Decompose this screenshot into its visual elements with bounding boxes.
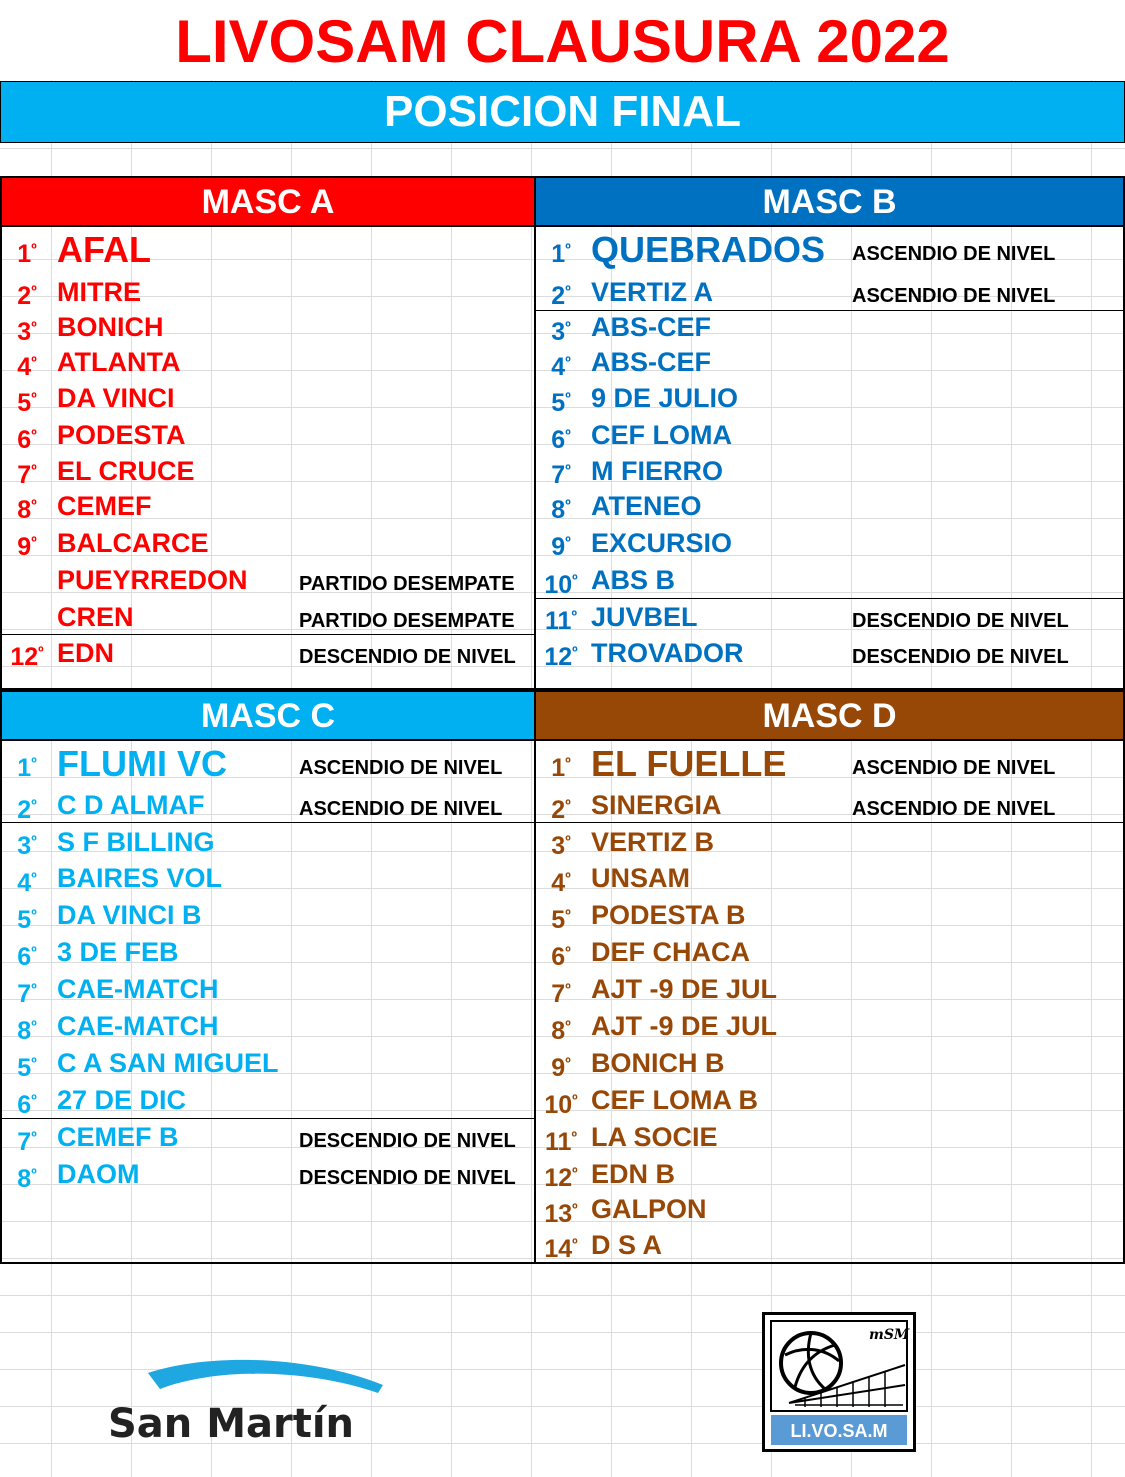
team-name: VERTIZ B: [591, 827, 715, 857]
standing-row: [1, 1156, 535, 1193]
team-name: TROVADOR: [591, 638, 744, 668]
position-ordinal: º: [565, 427, 571, 444]
standing-row: [535, 310, 1124, 345]
standing-row: [1, 971, 535, 1008]
position-number: 9: [17, 533, 32, 561]
page-title: LIVOSAM CLAUSURA 2022: [0, 0, 1125, 80]
standing-row: [535, 345, 1124, 380]
standing-row: [535, 380, 1124, 417]
standing-row: [1, 488, 535, 524]
masc-b-panel: [535, 177, 1124, 689]
standing-row: [1, 454, 535, 488]
position-label: [5, 488, 49, 528]
position-label: [5, 227, 49, 277]
standing-row: [535, 1082, 1124, 1119]
position-number: 12: [10, 643, 39, 671]
position-label: [5, 1045, 49, 1087]
san-martin-text: San Martín: [108, 1401, 355, 1445]
team-name: CEF LOMA B: [591, 1085, 758, 1115]
position-number: 9: [551, 1054, 566, 1082]
masc-c-panel: [1, 691, 535, 1263]
position-number: 10: [544, 571, 573, 599]
position-number: 1: [551, 754, 566, 782]
team-name: DA VINCI: [57, 383, 175, 413]
standing-row: [535, 635, 1124, 671]
position-number: 12: [544, 1164, 573, 1192]
position-ordinal: º: [565, 944, 571, 961]
position-label: [539, 345, 583, 385]
standing-row: [535, 1119, 1124, 1156]
status-note: PARTIDO DESEMPATE: [299, 610, 515, 632]
position-ordinal: º: [565, 981, 571, 998]
position-label: [539, 227, 583, 277]
position-number: 8: [551, 496, 566, 524]
team-name: ABS-CEF: [591, 347, 711, 377]
team-name: 9 DE JULIO: [591, 383, 739, 413]
standing-row: [535, 417, 1124, 454]
position-number: 6: [551, 943, 566, 971]
position-label: [5, 934, 49, 976]
position-label: [539, 524, 583, 566]
position-label: [539, 1227, 583, 1267]
standing-row: [1, 562, 535, 599]
section-separator: [535, 598, 1124, 599]
standing-row: [535, 971, 1124, 1008]
position-label: [5, 1119, 49, 1161]
position-number: 2: [17, 282, 32, 310]
status-note: ASCENDIO DE NIVEL: [852, 285, 1056, 307]
livosam-logo: [762, 1312, 916, 1452]
position-number: 13: [544, 1200, 573, 1228]
team-name: ATENEO: [591, 491, 702, 521]
masc-a-header: MASC A: [1, 177, 535, 227]
position-label: [539, 824, 583, 864]
team-name: MITRE: [57, 277, 141, 307]
position-number: 6: [17, 943, 32, 971]
standing-row: [1, 227, 535, 273]
masc-d-panel: [535, 691, 1124, 1263]
position-number: 10: [544, 1091, 573, 1119]
standing-row: [535, 599, 1124, 635]
position-number: 4: [17, 353, 32, 381]
position-number: 12: [544, 643, 573, 671]
standing-row: [1, 741, 535, 787]
position-number: 6: [17, 1091, 32, 1119]
team-name: EL FUELLE: [591, 743, 787, 784]
standing-row: [535, 934, 1124, 971]
team-name: 27 DE DIC: [57, 1085, 187, 1115]
position-number: 5: [551, 906, 566, 934]
team-name: AJT -9 DE JUL: [591, 1011, 778, 1041]
position-label: [539, 380, 583, 422]
position-label: [539, 310, 583, 350]
standing-row: [535, 524, 1124, 562]
position-ordinal: º: [572, 572, 578, 589]
position-ordinal: º: [31, 981, 37, 998]
team-name: ABS B: [591, 565, 676, 595]
position-ordinal: º: [565, 907, 571, 924]
position-ordinal: º: [565, 755, 571, 772]
position-label: [5, 1008, 49, 1050]
position-label: [539, 488, 583, 528]
position-ordinal: º: [31, 241, 37, 258]
position-label: [539, 635, 583, 675]
team-name: UNSAM: [591, 863, 690, 893]
position-label: [539, 1192, 583, 1232]
position-number: 8: [17, 1165, 32, 1193]
standing-row: [1, 599, 535, 635]
status-note: ASCENDIO DE NIVEL: [852, 798, 1056, 820]
position-ordinal: º: [31, 1092, 37, 1109]
team-name: S F BILLING: [57, 827, 215, 857]
position-number: 14: [544, 1235, 573, 1263]
team-name: BONICH: [57, 312, 164, 342]
position-ordinal: º: [31, 283, 37, 300]
position-label: [539, 897, 583, 939]
position-ordinal: º: [31, 319, 37, 336]
position-number: 6: [551, 426, 566, 454]
position-ordinal: º: [31, 1166, 37, 1183]
team-name: AFAL: [57, 229, 151, 270]
status-note: ASCENDIO DE NIVEL: [299, 757, 503, 779]
status-note: ASCENDIO DE NIVEL: [852, 757, 1056, 779]
position-label: [5, 824, 49, 864]
position-label: [539, 741, 583, 791]
team-name: DA VINCI B: [57, 900, 202, 930]
team-name: QUEBRADOS: [591, 229, 826, 270]
position-ordinal: º: [565, 390, 571, 407]
position-ordinal: º: [31, 390, 37, 407]
position-label: [5, 345, 49, 385]
position-number: 11: [545, 1128, 572, 1156]
standing-row: [1, 635, 535, 671]
position-label: [5, 524, 49, 566]
team-name: DEF CHACA: [591, 937, 750, 967]
team-name: EDN B: [591, 1159, 676, 1189]
position-number: 3: [551, 832, 566, 860]
position-ordinal: º: [31, 755, 37, 772]
section-separator: [1, 1118, 535, 1119]
standing-row: [1, 310, 535, 345]
team-name: ABS-CEF: [591, 312, 711, 342]
position-ordinal: º: [31, 797, 37, 814]
position-ordinal: º: [565, 1018, 571, 1035]
standing-row: [1, 1082, 535, 1119]
standing-row: [1, 1045, 535, 1082]
position-ordinal: º: [31, 944, 37, 961]
position-number: 3: [551, 318, 566, 346]
position-ordinal: º: [31, 1129, 37, 1146]
position-ordinal: º: [565, 833, 571, 850]
team-name: BONICH B: [591, 1048, 725, 1078]
position-number: 7: [17, 1128, 32, 1156]
position-ordinal: º: [31, 1018, 37, 1035]
position-ordinal: º: [38, 644, 44, 661]
team-name: EL CRUCE: [57, 456, 195, 486]
position-number: 1: [17, 240, 32, 268]
status-note: ASCENDIO DE NIVEL: [852, 243, 1056, 265]
team-name: D S A: [591, 1230, 663, 1260]
standing-row: [1, 934, 535, 971]
livosam-label: LI.VO.SA.M: [790, 1421, 888, 1441]
position-number: 4: [17, 869, 32, 897]
position-number: 1: [551, 240, 566, 268]
team-name: 3 DE FEB: [57, 937, 179, 967]
standing-row: [1, 860, 535, 897]
position-label: [5, 380, 49, 422]
team-name: CEMEF B: [57, 1122, 179, 1152]
position-number: 5: [551, 389, 566, 417]
standing-row: [1, 274, 535, 310]
position-number: 8: [17, 496, 32, 524]
position-label: [539, 1008, 583, 1050]
position-number: 2: [17, 796, 32, 824]
position-ordinal: º: [31, 462, 37, 479]
standing-row: [1, 1119, 535, 1156]
status-note: DESCENDIO DE NIVEL: [852, 610, 1069, 632]
position-label: [539, 417, 583, 459]
position-ordinal: º: [565, 534, 571, 551]
team-name: CEMEF: [57, 491, 152, 521]
standing-row: [535, 454, 1124, 488]
position-ordinal: º: [31, 534, 37, 551]
position-number: 3: [17, 318, 32, 346]
standing-row: [1, 417, 535, 454]
standing-row: [535, 562, 1124, 599]
standing-row: [535, 741, 1124, 787]
team-name: M FIERRO: [591, 456, 723, 486]
status-note: DESCENDIO DE NIVEL: [299, 1167, 516, 1189]
team-name: VERTIZ A: [591, 277, 714, 307]
position-ordinal: º: [31, 354, 37, 371]
position-number: 5: [17, 1054, 32, 1082]
position-number: 7: [551, 980, 566, 1008]
position-ordinal: º: [572, 1092, 578, 1109]
position-label: [539, 454, 583, 492]
position-ordinal: º: [565, 319, 571, 336]
position-label: [539, 1156, 583, 1196]
team-name: DAOM: [57, 1159, 140, 1189]
position-number: 6: [17, 426, 32, 454]
position-number: 9: [551, 533, 566, 561]
team-name: EXCURSIO: [591, 528, 733, 558]
position-ordinal: º: [571, 1129, 577, 1146]
livosam-mark-text: mSM: [869, 1327, 910, 1343]
section-separator: [535, 822, 1124, 823]
position-label: [539, 599, 583, 639]
position-ordinal: º: [565, 354, 571, 371]
position-number: 5: [17, 389, 32, 417]
standing-row: [535, 1192, 1124, 1227]
standing-row: [535, 227, 1124, 273]
position-label: [539, 1082, 583, 1124]
standing-row: [1, 824, 535, 860]
position-number: 3: [17, 832, 32, 860]
standing-row: [535, 897, 1124, 934]
standing-row: [1, 787, 535, 824]
team-name: GALPON: [591, 1194, 707, 1224]
status-note: DESCENDIO DE NIVEL: [852, 646, 1069, 668]
volleyball-net-icon: [765, 1315, 913, 1449]
standing-row: [535, 1156, 1124, 1192]
position-label: [539, 1119, 583, 1161]
position-number: 1: [17, 754, 32, 782]
team-name: CEF LOMA: [591, 420, 732, 450]
team-name: CREN: [57, 602, 134, 632]
position-ordinal: º: [31, 427, 37, 444]
position-ordinal: º: [31, 870, 37, 887]
standing-row: [535, 1227, 1124, 1263]
position-ordinal: º: [31, 907, 37, 924]
masc-d-header: MASC D: [535, 691, 1124, 741]
position-label: [5, 741, 49, 791]
status-note: DESCENDIO DE NIVEL: [299, 1130, 516, 1152]
position-ordinal: º: [571, 608, 577, 625]
standing-row: [1, 524, 535, 562]
position-number: 7: [17, 461, 32, 489]
section-separator: [1, 822, 535, 823]
position-ordinal: º: [31, 1055, 37, 1072]
standing-row: [535, 488, 1124, 524]
position-label: [5, 971, 49, 1013]
position-number: 5: [17, 906, 32, 934]
position-ordinal: º: [572, 1201, 578, 1218]
position-number: 2: [551, 796, 566, 824]
page-subtitle: POSICION FINAL: [0, 81, 1125, 143]
position-number: 8: [551, 1017, 566, 1045]
standing-row: [1, 345, 535, 380]
team-name: C A SAN MIGUEL: [57, 1048, 279, 1078]
team-name: C D ALMAF: [57, 790, 205, 820]
position-label: [5, 897, 49, 939]
standing-row: [1, 897, 535, 934]
standing-row: [535, 1045, 1124, 1082]
standing-row: [535, 1008, 1124, 1045]
position-label: [539, 860, 583, 902]
position-label: [5, 860, 49, 902]
position-ordinal: º: [565, 283, 571, 300]
masc-c-header: MASC C: [1, 691, 535, 741]
position-ordinal: º: [31, 833, 37, 850]
position-label: [5, 274, 49, 314]
team-name: AJT -9 DE JUL: [591, 974, 778, 1004]
position-ordinal: º: [31, 497, 37, 514]
position-label: [5, 1156, 49, 1198]
team-name: CAE-MATCH: [57, 1011, 219, 1041]
status-note: PARTIDO DESEMPATE: [299, 573, 515, 595]
center-divider: [534, 176, 536, 1264]
position-ordinal: º: [565, 870, 571, 887]
position-label: [539, 934, 583, 976]
team-name: BAIRES VOL: [57, 863, 223, 893]
team-name: LA SOCIE: [591, 1122, 718, 1152]
section-separator: [535, 310, 1124, 311]
team-name: JUVBEL: [591, 602, 698, 632]
standing-row: [1, 1008, 535, 1045]
team-name: FLUMI VC: [57, 743, 227, 784]
masc-a-panel: [1, 177, 535, 689]
section-separator: [1, 634, 535, 635]
position-label: [539, 971, 583, 1013]
team-name: PODESTA B: [591, 900, 746, 930]
position-ordinal: º: [565, 462, 571, 479]
position-label: [539, 274, 583, 314]
position-number: 4: [551, 353, 566, 381]
standing-row: [1, 380, 535, 417]
status-note: DESCENDIO DE NIVEL: [299, 646, 516, 668]
team-name: PUEYRREDON: [57, 565, 248, 595]
position-label: [5, 635, 49, 675]
team-name: ATLANTA: [57, 347, 181, 377]
position-ordinal: º: [565, 241, 571, 258]
standing-row: [535, 824, 1124, 860]
standing-row: [535, 860, 1124, 897]
position-ordinal: º: [572, 1236, 578, 1253]
team-name: CAE-MATCH: [57, 974, 219, 1004]
standing-row: [535, 274, 1124, 310]
team-name: PODESTA: [57, 420, 186, 450]
position-label: [5, 310, 49, 350]
team-name: EDN: [57, 638, 115, 668]
position-label: [5, 454, 49, 492]
team-name: BALCARCE: [57, 528, 209, 558]
san-martin-swoosh-icon: [108, 1355, 428, 1445]
position-ordinal: º: [572, 1165, 578, 1182]
standing-row: [535, 787, 1124, 824]
position-ordinal: º: [565, 1055, 571, 1072]
position-number: 7: [551, 461, 566, 489]
team-name: SINERGIA: [591, 790, 722, 820]
san-martin-logo: [108, 1355, 428, 1445]
position-number: 4: [551, 869, 566, 897]
position-number: 7: [17, 980, 32, 1008]
position-number: 11: [545, 607, 572, 635]
status-note: ASCENDIO DE NIVEL: [299, 798, 503, 820]
position-label: [5, 417, 49, 459]
position-number: 2: [551, 282, 566, 310]
position-label: [539, 1045, 583, 1087]
position-ordinal: º: [565, 497, 571, 514]
position-ordinal: º: [572, 644, 578, 661]
position-ordinal: º: [565, 797, 571, 814]
position-number: 8: [17, 1017, 32, 1045]
masc-b-header: MASC B: [535, 177, 1124, 227]
